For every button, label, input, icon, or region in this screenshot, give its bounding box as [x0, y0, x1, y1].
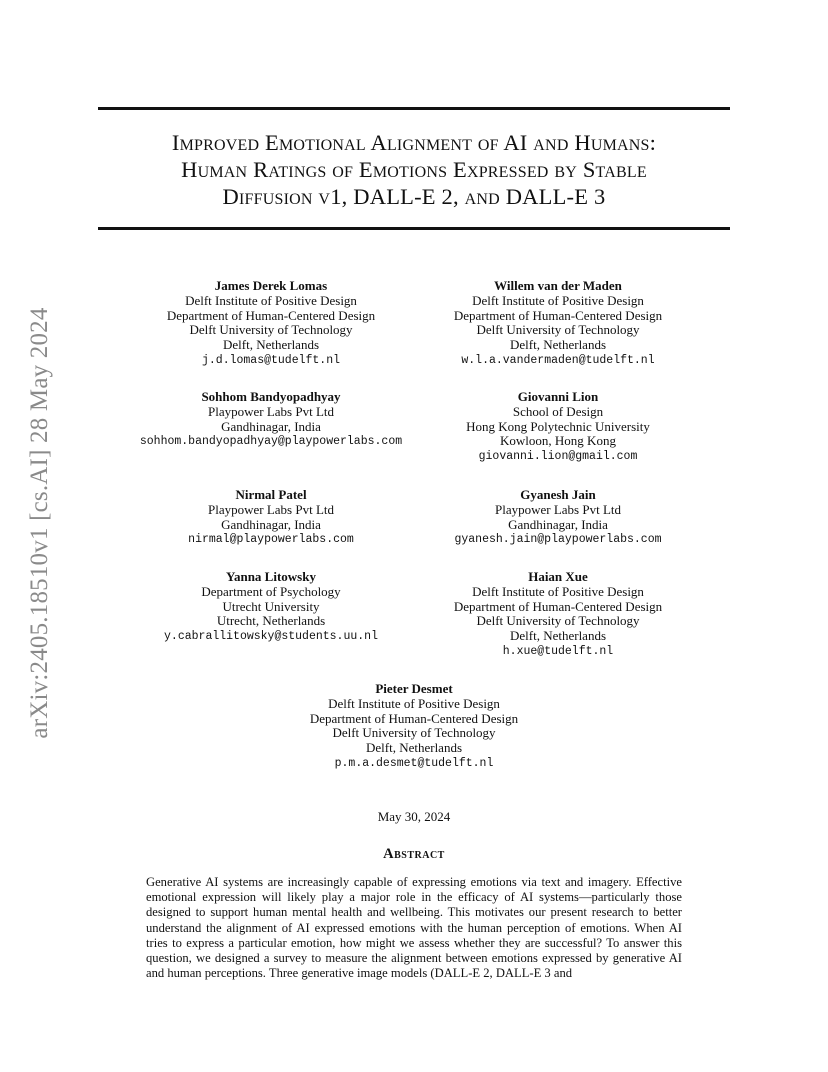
publication-date: May 30, 2024 [377, 809, 451, 824]
author-block [121, 570, 421, 644]
author-affiliation: Delft University of Technology [476, 322, 640, 338]
author-affiliation: Utrecht, Netherlands [216, 613, 326, 629]
author-email: h.xue@tudelft.nl [502, 644, 614, 658]
author-block [408, 570, 708, 659]
author-affiliation: Delft, Netherlands [509, 628, 607, 644]
author-affiliation: Department of Human-Centered Design [309, 710, 519, 726]
author-email: y.cabrallitowsky@students.uu.nl [164, 630, 378, 644]
author-affiliation: Gandhinagar, India [221, 516, 321, 532]
author-email: gyanesh.jain@playpowerlabs.com [454, 533, 662, 547]
author-email: p.m.a.desmet@tudelft.nl [334, 756, 494, 770]
paper-title [98, 129, 730, 210]
author-email: sohhom.bandyopadhyay@playpowerlabs.com [139, 435, 403, 449]
author-affiliation: Gandhinagar, India [508, 516, 608, 532]
author-affiliation: Delft, Netherlands [509, 337, 607, 353]
author-affiliation: Kowloon, Hong Kong [500, 433, 616, 449]
author-name: Giovanni Lion [517, 389, 599, 404]
author-affiliation: Delft, Netherlands [365, 740, 463, 756]
author-block [121, 488, 421, 547]
author-affiliation: Playpower Labs Pvt Ltd [207, 403, 334, 419]
author-affiliation: Department of Human-Centered Design [166, 307, 376, 323]
author-block [121, 279, 421, 368]
author-affiliation: Delft University of Technology [332, 725, 496, 741]
author-affiliation: Delft Institute of Positive Design [472, 583, 644, 599]
author-block [408, 390, 708, 464]
author-affiliation: Hong Kong Polytechnic University [466, 418, 650, 434]
author-affiliation: Delft University of Technology [189, 322, 353, 338]
author-affiliation: Gandhinagar, India [221, 418, 321, 434]
author-name: Yanna Litowsky [226, 569, 316, 584]
author-affiliation: Department of Human-Centered Design [453, 307, 663, 323]
author-name: Gyanesh Jain [520, 487, 596, 502]
author-name: James Derek Lomas [214, 278, 328, 293]
author-name: Pieter Desmet [375, 681, 453, 696]
abstract-text: Generative AI systems are increasingly capable of expressing emotions via text and imagery. Effective emotional expression will likely play a major role in the efficacy of AI systems—particularly those designed to support human mental health and wellbeing. This motivates our present research to better understand the alignment of AI expressed emotions with the human perception of emotions. When AI tries to express a particular emotion, how might we assess whether they are successful? To answer this question, we designed a survey to measure the alignment between emotions expressed by generative AI and human perceptions. Three generative image models (DALL-E 2, DALL-E 3 and [146, 875, 682, 981]
author-block [408, 488, 708, 547]
author-affiliation: Playpower Labs Pvt Ltd [207, 501, 334, 517]
author-affiliation: Department of Human-Centered Design [453, 598, 663, 614]
title-line: Improved Emotional Alignment of AI and Humans: [171, 130, 657, 155]
author-block [408, 279, 708, 368]
title-top-rule [98, 107, 730, 110]
author-affiliation: Delft, Netherlands [222, 337, 320, 353]
author-name: Sohhom Bandyopadhyay [201, 389, 341, 404]
author-name: Nirmal Patel [235, 487, 307, 502]
author-affiliation: Utrecht University [222, 598, 320, 614]
title-line: Human Ratings of Emotions Expressed by Stable [181, 157, 647, 182]
author-affiliation: School of Design [512, 403, 604, 419]
author-affiliation: Delft Institute of Positive Design [472, 292, 644, 308]
author-email: w.l.a.vandermaden@tudelft.nl [461, 353, 655, 367]
author-email: nirmal@playpowerlabs.com [188, 533, 354, 547]
author-affiliation: Playpower Labs Pvt Ltd [494, 501, 621, 517]
author-block [121, 390, 421, 449]
author-name: Haian Xue [528, 569, 588, 584]
abstract-heading: Abstract [383, 846, 445, 862]
author-affiliation: Department of Psychology [201, 583, 341, 599]
author-affiliation: Delft Institute of Positive Design [185, 292, 357, 308]
arxiv-identifier: arXiv:2405.18510v1 [cs.AI] 28 May 2024 [26, 307, 53, 739]
author-affiliation: Delft University of Technology [476, 613, 640, 629]
author-affiliation: Delft Institute of Positive Design [328, 695, 500, 711]
title-line: Diffusion v1, DALL-E 2, and DALL-E 3 [222, 184, 606, 209]
author-block [264, 682, 564, 771]
title-bottom-rule [98, 227, 730, 230]
author-email: giovanni.lion@gmail.com [478, 450, 638, 464]
author-email: j.d.lomas@tudelft.nl [201, 353, 341, 367]
author-name: Willem van der Maden [494, 278, 622, 293]
